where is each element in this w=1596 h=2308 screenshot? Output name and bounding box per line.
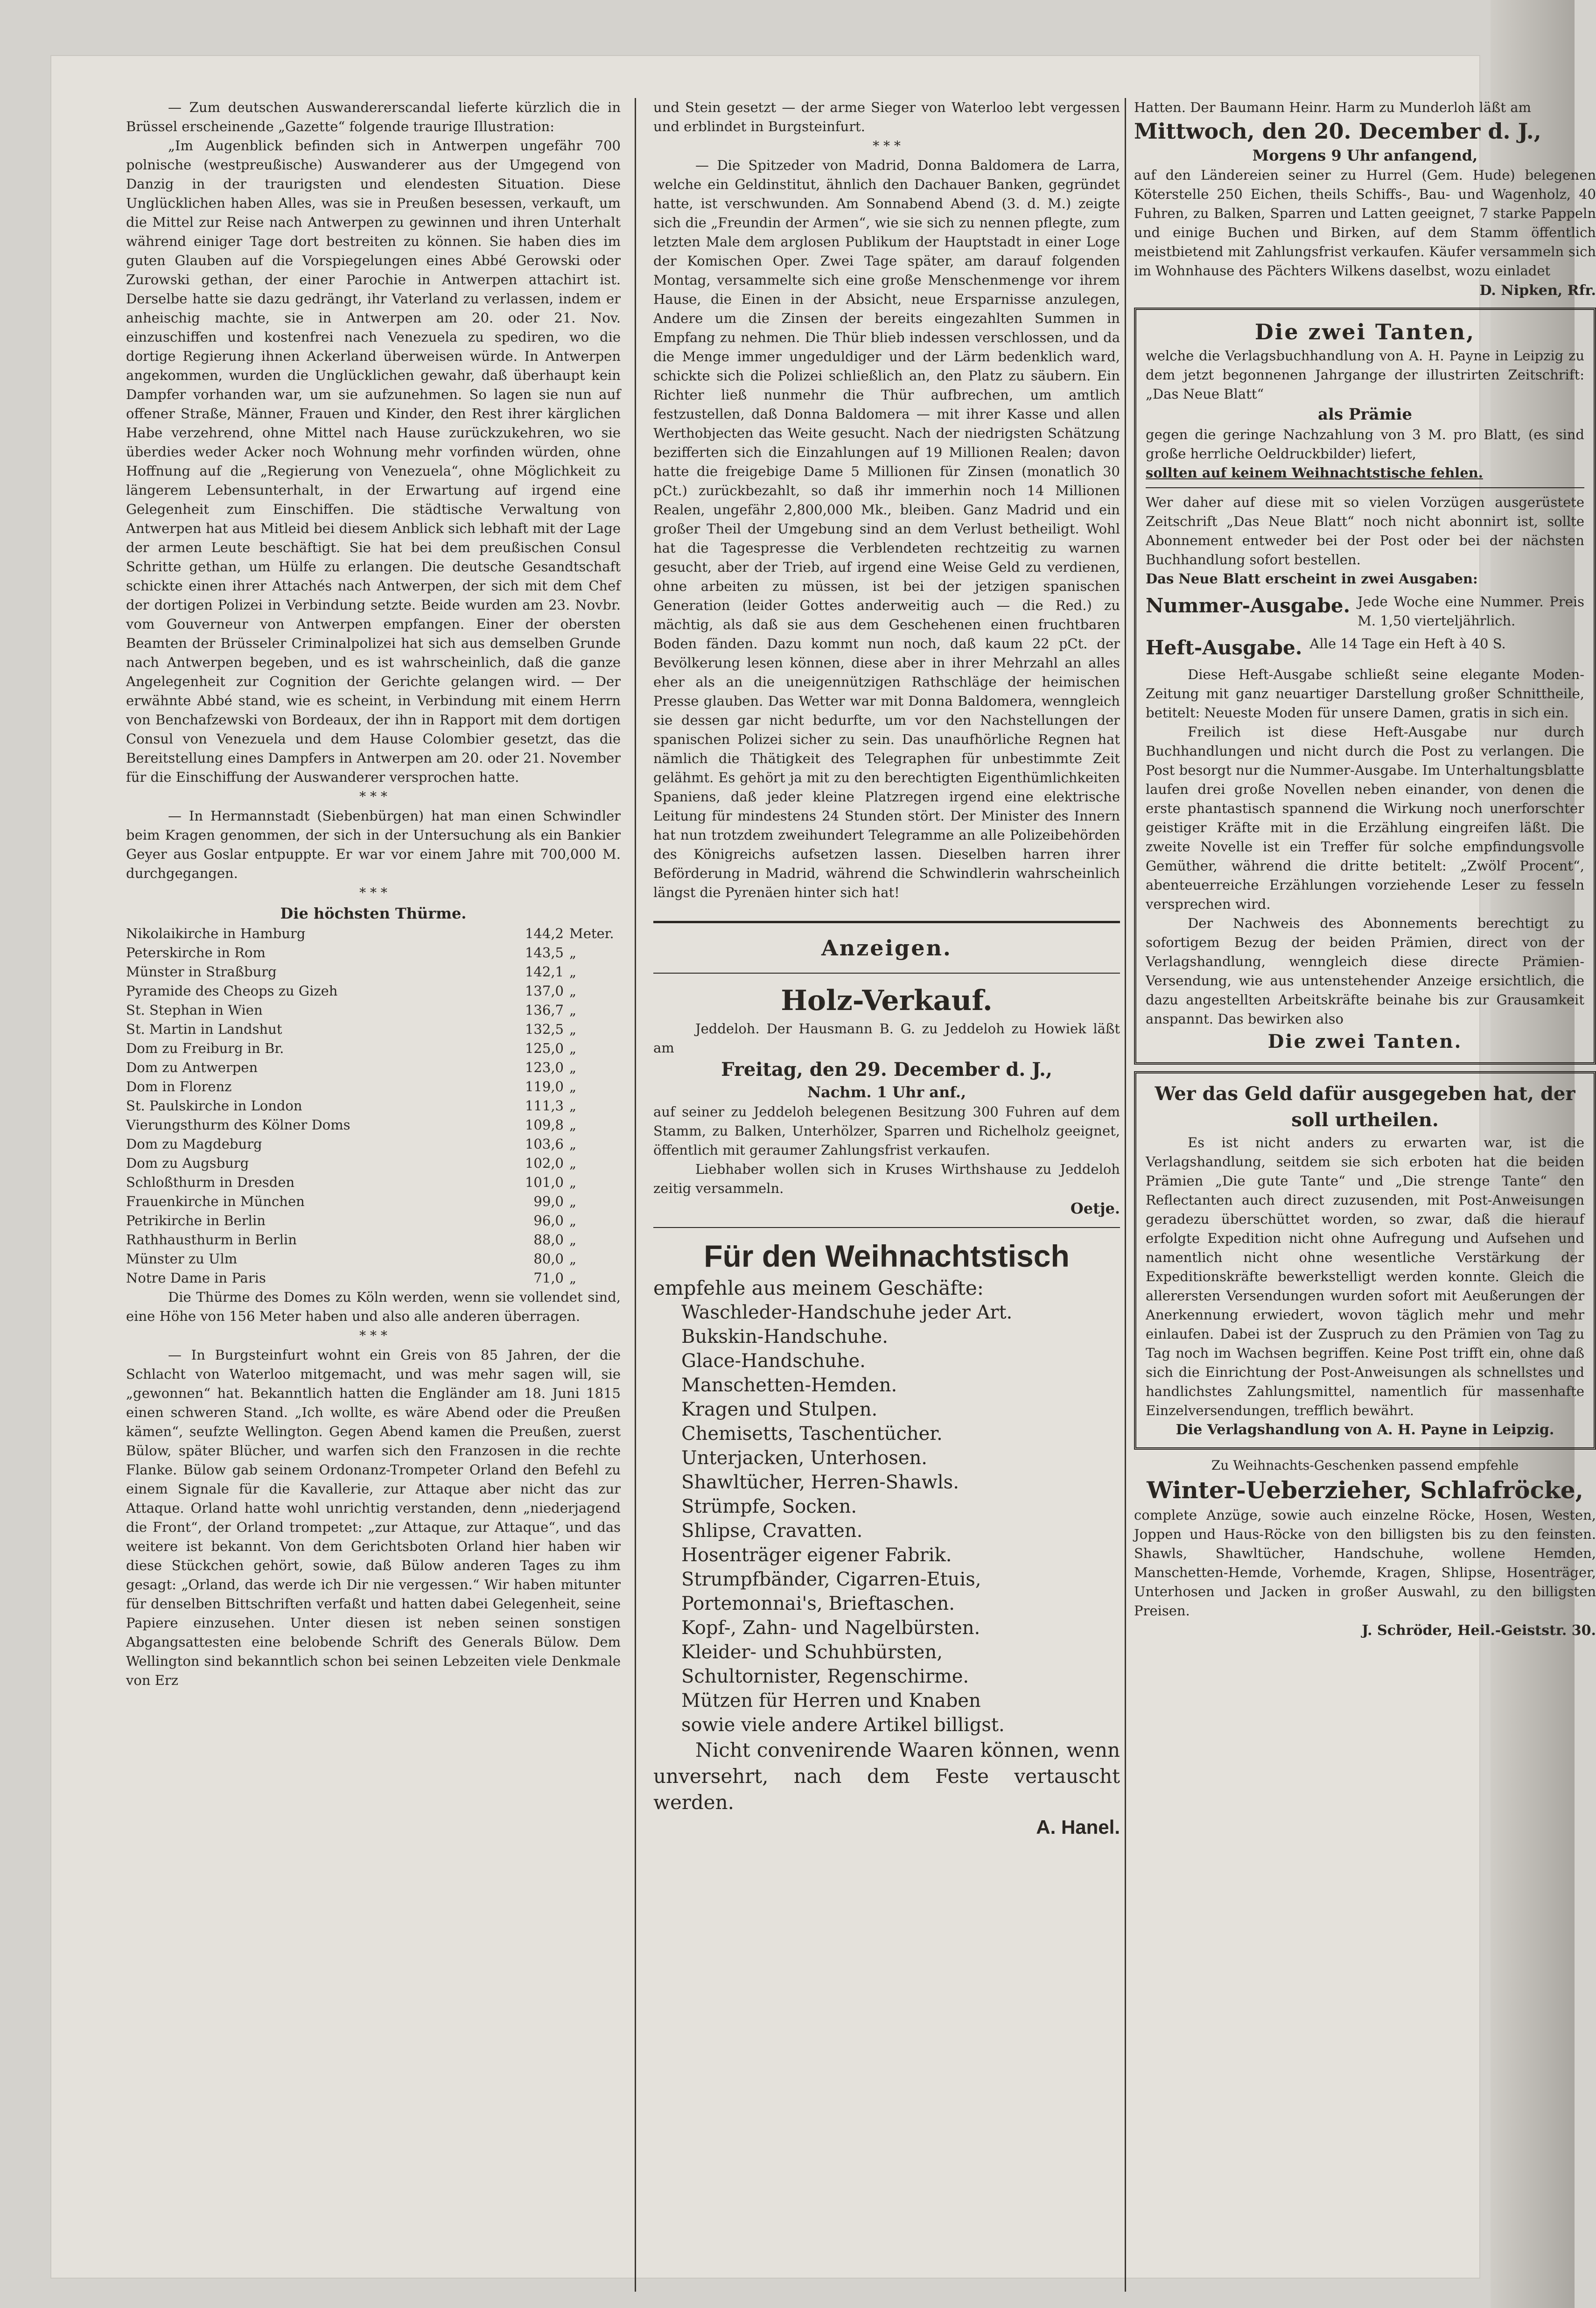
tower-unit: „ — [569, 1079, 577, 1094]
article-burgsteinfurt: — In Burgsteinfurt wohnt ein Greis von 85 Jahren, der die Schlacht von Waterloo mitgemacht, und was mehr sagen will, sie „gewonnen“ hat. Bekanntlich hatten die Engländer am 18. Juni 1815 einen schweren Stand. „Ich wollte, es wäre Abend oder die Preußen kämen“, seufzte Wellington. Gegen Abend kamen die Preußen, zuerst Bülow, später Blücher, und warfen sich den Franzosen in die rechte Flanke. Bülow gab seinem Ordonanz-Trompeter Orland den Befehl zu einem Signale für die Kavallerie, zur Attaque aber nicht das zur Attaque. Orland hatte wohl unrichtig verstanden, denn „niederjagend die Front“, der Orland trompetet: „zur Attaque, zur Attaque“, und das weitere ist bekannt. Von dem Gerichtsboten Orland hier haben wir diese Stückchen gehört, sowie, daß Bülow anderen Tages zu ihm gesagt: „Orland, das werde ich Dir nie vergessen.“ Wir haben mitunter für denselben Bittschriften verfaßt und hatten dabei Gelegenheit, seine Papiere einzusehen. Unter diesen ist neben seinen sonstigen Abgangsattesten eine belobende Schrift des Generals Bülow. Dem Wellington sind bekanntlich schon bei seinen Lebzeiten viele Denkmale von Erz — [126, 1347, 621, 1688]
tower-name: Schloßthurm in Dresden — [126, 1174, 295, 1190]
tower-row — [126, 1269, 621, 1288]
tower-height: 71,0 — [533, 1270, 564, 1286]
tower-row — [126, 962, 621, 982]
tower-unit: „ — [569, 1232, 577, 1248]
xmas-item: Mützen für Herren und Knaben — [681, 1690, 981, 1712]
ads-divider — [653, 973, 1120, 974]
tower-unit: „ — [569, 964, 577, 980]
tower-height: 125,0 — [525, 1040, 564, 1056]
tower-row — [126, 1192, 621, 1211]
tanten-premium-claim: Der Nachweis des Abonnements berechtigt zu sofortigem Bezug der beiden Prämien, direct von der Verlagshandlung, wenngleich diese directe Prämien-Versendung, wie aus untenstehender Anzeige ersichtlich, die dazu angestellten Arbeitskräfte beinahe bis zur Grausamkeit anspannt. Das bewirken also — [1146, 915, 1584, 1027]
towers-table — [126, 924, 621, 1288]
tower-row — [126, 1020, 621, 1039]
wood-sale-intro: Jeddeloh. Der Hausmann B. G. zu Jeddeloh zu Howiek läßt am — [653, 1021, 1120, 1056]
xmas-item: Schultornister, Regenschirme. — [681, 1666, 969, 1687]
tower-name: Dom in Florenz — [126, 1079, 232, 1094]
tanten-subscribe: Wer daher auf diese mit so vielen Vorzügen ausgerüstete Zeitschrift „Das Neue Blatt“ noch nicht abonnirt ist, sollte Abonnement entweder bei der Post oder bei der nächsten Buchhandlung sofort bestellen. — [1146, 494, 1584, 568]
tower-name: Dom zu Antwerpen — [126, 1059, 258, 1075]
tower-name: Petrikirche in Berlin — [126, 1213, 266, 1228]
tower-height: 103,6 — [525, 1136, 564, 1152]
xmas-item: Strümpfe, Socken. — [681, 1496, 857, 1517]
tower-height: 144,2 — [525, 926, 564, 941]
tower-unit: „ — [569, 1040, 577, 1056]
nummer-edition — [1146, 592, 1584, 631]
xmas-item: Kleider- und Schuhbürsten, — [681, 1642, 943, 1663]
tower-unit: „ — [569, 983, 577, 999]
tanten-divider — [1146, 487, 1584, 488]
tower-unit: „ — [569, 1021, 577, 1037]
tower-row — [126, 1154, 621, 1173]
column-rule — [635, 98, 636, 2292]
auction-time: Morgens 9 Uhr anfangend, — [1252, 147, 1478, 164]
tower-height: 119,0 — [525, 1079, 564, 1094]
tower-row — [126, 1058, 621, 1077]
tower-row — [126, 1001, 621, 1020]
tower-row — [126, 1249, 621, 1269]
tower-unit: Meter. — [569, 926, 614, 941]
tower-unit: „ — [569, 1193, 577, 1209]
xmas-item: Unterjacken, Unterhosen. — [681, 1447, 927, 1469]
tower-unit: „ — [569, 1117, 577, 1133]
xmas-item: Portemonnai's, Brieftaschen. — [681, 1593, 955, 1614]
geld-title: Wer das Geld dafür ausgegeben hat, der soll urtheilen. — [1155, 1083, 1575, 1131]
auction-body: auf den Ländereien seiner zu Hurrel (Gem. Hude) belegenen Köterstelle 250 Eichen, theils Schiffs-, Bau- und Wagenholz, 40 Fuhren, zu Balken, Sparren und Latten geeignet, 7 starke Pappeln und einige Buchen und Birken, auf dem Stamm öffentlich meistbietend mit Zahlungsfrist verkaufen. Käufer versammeln sich im Wohnhause des Pächters Wilkens daselbst, wozu einladet — [1134, 167, 1596, 279]
tanten-praemie: als Prämie — [1318, 405, 1412, 424]
geld-text: Es ist nicht anders zu erwarten war, ist die Verlagshandlung, seitdem sie sich erboten hat die beiden Prämien „Die gute Tante“ und „Die strenge Tante“ den Reflectanten auch direct zuzusenden, mit Post-Anweisungen geradezu überschüttet worden, so zwar, daß die hierauf erfolgte Expedition nicht ohne Aufregung und Aufsehen und namentlich nicht ohne wesentliche Verstärkung der Expeditionskräfte bewerkstelligt werden konnte. Gleich die allerersten Versendungen wurden sofort mit Aeußerungen der Anerkennung erwiedert, wovon täglich mehr und mehr einlaufen. Dabei ist der Zuspruch zu den Prämien von Tag zu Tag noch im Wachsen begriffen. Keine Post trifft ein, ohne daß sich die Einrichtung der Post-Anweisungen als schnellstes und handlichstes Zahlungsmittel, namentlich für massenhafte Einzelversendungen, trefflich bewährt. — [1146, 1135, 1584, 1418]
tower-height: 132,5 — [525, 1021, 564, 1037]
column-right — [1134, 98, 1596, 1641]
xmas-item: Shawltücher, Herren-Shawls. — [681, 1472, 959, 1493]
wood-sale-body: auf seiner zu Jeddeloh belegenen Besitzung 300 Fuhren auf dem Stamm, zu Balken, Unterhölzer, Sparren und Richelholz geeignet, öffentlich mit geraumer Zahlungsfrist verkaufen. — [653, 1104, 1120, 1158]
auction-date: Mittwoch, den 20. December d. J., — [1134, 119, 1541, 144]
tower-row — [126, 1211, 621, 1230]
column-rule — [1125, 98, 1126, 2292]
tower-height: 101,0 — [525, 1174, 564, 1190]
tower-name: St. Paulskirche in London — [126, 1098, 302, 1114]
tanten-intro: welche die Verlagsbuchhandlung von A. H. Payne in Leipzig zu dem jetzt begonnenen Jahrgange der illustrirten Zeitschrift: „Das Neue Blatt“ — [1146, 348, 1584, 402]
tower-row — [126, 982, 621, 1001]
auction-heading: Hatten. Der Baumann Heinr. Harm zu Munderloh läßt am — [1134, 99, 1532, 115]
xmas-ad-signature: A. Hanel. — [1036, 1816, 1120, 1838]
column-middle — [653, 98, 1120, 1839]
tower-name: Vierungsthurm des Kölner Doms — [126, 1117, 350, 1133]
section-separator: * * * — [359, 885, 387, 900]
tower-height: 143,5 — [525, 945, 564, 961]
geld-signature: Die Verlagshandlung von A. H. Payne in Leipzig. — [1176, 1422, 1554, 1438]
tower-unit: „ — [569, 945, 577, 961]
tower-row — [126, 1115, 621, 1135]
tower-row — [126, 924, 621, 943]
tower-name: Dom zu Freiburg in Br. — [126, 1040, 284, 1056]
xmas-ad-intro: empfehle aus meinem Geschäfte: — [653, 1277, 984, 1299]
tanten-novels: Freilich ist diese Heft-Ausgabe nur durch Buchhandlungen und nicht durch die Post zu verlangen. Die Post besorgt nur die Nummer-Ausgabe. Im Unterhaltungsblatte laufen drei große Novellen neben einander, von denen die erste phantastisch spannend die Wirkung noch unerforschter geistiger Kräfte mit in die Erzählung eingreifen läßt. Die zweite Novelle ist ein Treffer für solche empfindungsvolle Gemüther, während die dritte betitelt: „Zwölf Procent“, abenteuerreiche Erzählungen vorziehende Leser zu fesseln versprechen wird. — [1146, 724, 1584, 912]
wood-sale-signature: Oetje. — [1070, 1200, 1120, 1217]
heft-fashion: Diese Heft-Ausgabe schließt seine elegante Moden-Zeitung mit ganz neuartiger Darstellung großer Schnittheile, betitelt: Neueste Moden für unsere Damen, gratis in sich ein. — [1146, 666, 1584, 721]
xmas-item: Bukskin-Handschuhe. — [681, 1326, 888, 1347]
ads-divider — [653, 921, 1120, 923]
tower-unit: „ — [569, 1136, 577, 1152]
tower-row — [126, 1173, 621, 1192]
winter-ad-signature: J. Schröder, Heil.-Geiststr. 30. — [1362, 1622, 1596, 1639]
tower-row — [126, 1230, 621, 1249]
nummer-text: Jede Woche eine Nummer. Preis M. 1,50 vierteljährlich. — [1358, 594, 1584, 629]
xmas-item: Manschetten-Hemden. — [681, 1375, 897, 1396]
xmas-item: Chemisetts, Taschentücher. — [681, 1423, 943, 1445]
tower-name: St. Martin in Landshut — [126, 1021, 282, 1037]
tower-height: 111,3 — [525, 1098, 564, 1114]
wood-sale-date: Freitag, den 29. December d. J., — [721, 1059, 1052, 1080]
tanten-ad-box — [1134, 308, 1596, 1065]
tower-row — [126, 1077, 621, 1096]
column-left — [126, 98, 621, 1690]
tower-name: Frauenkirche in München — [126, 1193, 305, 1209]
tower-height: 88,0 — [533, 1232, 564, 1248]
tower-height: 136,7 — [525, 1002, 564, 1018]
xmas-item: Hosenträger eigener Fabrik. — [681, 1544, 952, 1566]
xmas-item: Waschleder-Handschuhe jeder Art. — [681, 1302, 1013, 1323]
newspaper-page — [51, 56, 1596, 2278]
tower-unit: „ — [569, 1251, 577, 1267]
tower-row — [126, 1096, 621, 1115]
xmas-item: Strumpfbänder, Cigarren-Etuis, — [681, 1569, 981, 1590]
section-separator: * * * — [359, 789, 387, 804]
tower-unit: „ — [569, 1098, 577, 1114]
heft-edition — [1146, 634, 1584, 661]
tower-name: St. Stephan in Wien — [126, 1002, 263, 1018]
tower-name: Notre Dame in Paris — [126, 1270, 266, 1286]
ad-divider — [653, 1227, 1120, 1228]
tower-height: 142,1 — [525, 964, 564, 980]
xmas-ad-closing: Nicht convenirende Waaren können, wenn unversehrt, nach dem Feste vertauscht werden. — [653, 1739, 1120, 1814]
winter-ad-title: Winter-Ueberzieher, Schlafröcke, — [1147, 1476, 1583, 1504]
tower-height: 96,0 — [533, 1213, 564, 1228]
article-swindler: — In Hermannstadt (Siebenbürgen) hat man einen Schwindler beim Kragen genommen, der sich in der Untersuchung als ein Bankier Geyer aus Goslar entpuppte. Er war vor einem Jahre mit 700,000 M. durchgegangen. — [126, 808, 621, 881]
xmas-item: Shlipse, Cravatten. — [681, 1520, 863, 1542]
tower-unit: „ — [569, 1155, 577, 1171]
tanten-title: Die zwei Tanten, — [1254, 319, 1476, 344]
tanten-editions: Das Neue Blatt erscheint in zwei Ausgaben: — [1146, 571, 1478, 587]
towers-note: Die Thürme des Domes zu Köln werden, wenn sie vollendet sind, eine Höhe von 156 Meter haben und also alle anderen überragen. — [126, 1289, 621, 1324]
section-separator: * * * — [359, 1328, 387, 1343]
wood-sale-closing: Liebhaber wollen sich in Kruses Wirthshause zu Jeddeloh zeitig versammeln. — [653, 1161, 1120, 1196]
article-waterloo-continued: und Stein gesetzt — der arme Sieger von Waterloo lebt vergessen und erblindet in Burgsteinfurt. — [653, 99, 1120, 134]
xmas-ad-title: Für den Weihnachtstisch — [704, 1239, 1070, 1273]
tower-name: Dom zu Magdeburg — [126, 1136, 262, 1152]
wood-sale-time: Nachm. 1 Uhr anf., — [807, 1083, 966, 1101]
tower-height: 109,8 — [525, 1117, 564, 1133]
winter-ad-text: complete Anzüge, sowie auch einzelne Röcke, Hosen, Westen, Joppen und Haus-Röcke von den billigsten bis zu den feinsten. Shawls, Shawltücher, Handschuhe, wollene Hemden, Manschetten-Hemde, Vorhemde, Kragen, Shlipse, Hosenträger, Unterhosen und Jacken in großer Auswahl, zu den billigsten Preisen. — [1134, 1507, 1596, 1619]
tower-name: Peterskirche in Rom — [126, 945, 266, 961]
tower-row — [126, 1039, 621, 1058]
tower-unit: „ — [569, 1213, 577, 1228]
tower-unit: „ — [569, 1002, 577, 1018]
tower-height: 102,0 — [525, 1155, 564, 1171]
wood-sale-title: Holz-Verkauf. — [781, 984, 993, 1017]
auction-signature: D. Nipken, Rfr. — [1479, 282, 1596, 299]
tanten-price: gegen die geringe Nachzahlung von 3 M. pro Blatt, (es sind große herrliche Oeldruckbilder) liefert, — [1146, 427, 1584, 462]
tower-row — [126, 1135, 621, 1154]
xmas-ad-body — [653, 1276, 1120, 1839]
tower-name: Münster zu Ulm — [126, 1251, 238, 1267]
tower-name: Münster in Straßburg — [126, 964, 277, 980]
towers-title: Die höchsten Thürme. — [280, 905, 467, 922]
tower-unit: „ — [569, 1270, 577, 1286]
tower-height: 80,0 — [533, 1251, 564, 1267]
heft-title: Heft-Ausgabe. — [1146, 636, 1302, 659]
tower-row — [126, 943, 621, 962]
tanten-signature: Die zwei Tanten. — [1267, 1031, 1463, 1052]
tanten-slogan: sollten auf keinem Weihnachtstische fehlen. — [1146, 465, 1483, 481]
heft-text: Alle 14 Tage ein Heft à 40 S. — [1309, 636, 1506, 652]
xmas-item: Glace-Handschuhe. — [681, 1350, 866, 1372]
tower-height: 137,0 — [525, 983, 564, 999]
xmas-item-list — [653, 1300, 1120, 1737]
article-spitzeder-madrid: — Die Spitzeder von Madrid, Donna Baldomera de Larra, welche ein Geldinstitut, ähnlich den Dachauer Banken, gegründet hatte, ist verschwunden. Am Sonnabend Abend (3. d. M.) zeigte sich die „Freundin der Armen“, wie sie sich zu nennen pflegte, zum letzten Male dem arglosen Publikum der Hauptstadt in einer Loge der Komischen Oper. Zwei Tage später, am darauf folgenden Montag, versammelte sich eine große Menschenmenge vor ihrem Hause, die Einen in der Absicht, neue Ersparnisse anzulegen, Andere um die Zinsen der bereits eingezahlten Summen in Empfang zu nehmen. Die Thür blieb indessen verschlossen, und da die Menge immer ungeduldiger und der Lärm bedenklich ward, schickte sich die Polizei schließlich an, den Platz zu säubern. Ein Richter ließ nunmehr die Thür aufbrechen, um amtlich festzustellen, daß Donna Baldomera — mit ihrer Kasse und allen Werthobjecten das Weite gesucht. Nach der niedrigsten Schätzung bezifferten sich die Einzahlungen auf 19 Millionen Realen; davon hatte die freigebige Dame 5 Millionen für Zinsen (monatlich 30 pCt.) zurückbezahlt, so daß ihr immerhin noch 14 Millionen Realen, ungefähr 2,800,000 Mk., bleiben. Ganz Madrid und ein großer Theil der Umgebung sind an dem Verlust betheiligt. Wohl hat die Tagespresse die Verblendeten rechtzeitig zu warnen gesucht, aber der Trieb, auf irgend eine Weise Geld zu verdienen, ohne arbeiten zu müssen, ist bei der jetzigen spanischen Generation (leider Gottes anderweitig auch — die Red.) zu mächtig, als daß sie aus dem Geschehenen einen fruchtbaren Boden fänden. Dazu kommt nun noch, daß kaum 22 pCt. der Bevölkerung lesen können, diese aber in ihrer Mehrzahl an alles eher als an die uneigennützigen Rathschläge der heimischen Presse glauben. Das Wetter war mit Donna Baldomera, wenngleich sie dessen gar nicht bedurfte, um vor den Nachstellungen der spanischen Polizei sicher zu sein. Das unaufhörliche Regnen hat nämlich die Thätigkeit des Telegraphen für unbestimmte Zeit gelähmt. Es gehört ja mit zu den berechtigten Eigenthümlichkeiten Spaniens, daß jeder kleine Platzregen irgend eine elektrische Leitung für mindestens 24 Stunden stört. Der Minister des Innern hat nun trotzdem zweihundert Telegramme an alle Polizeibehörden des Königreichs aufsetzen lassen. Dieselben harren ihrer Beförderung in Madrid, während die Schwindlerin wahrscheinlich längst die Pyrenäen hinter sich hat! — [653, 157, 1120, 900]
tower-unit: „ — [569, 1174, 577, 1190]
article-emigrant-scandal-body: „Im Augenblick befinden sich in Antwerpen ungefähr 700 polnische (westpreußische) Auswanderer aus der Umgegend von Danzig in der traurigsten und elendesten Situation. Diese Unglücklichen haben Alles, was sie in Preußen besessen, verkauft, um die Mittel zur Reise nach Antwerpen zu gewinnen und ihren Unterhalt während einiger Tage dort bestreiten zu können. Sie haben dies im guten Glauben auf die Vorspiegelungen eines Abbé Gerowski oder Zurowski gethan, der einer Parochie in Antwerpen attachirt ist. Derselbe hatte sie dazu gedrängt, ihr Vaterland zu verlassen, indem er anheischig machte, sie in Antwerpen am 20. oder 21. Nov. einzuschiffen und kostenfrei nach Venezuela zu spediren, wo die dortige Regierung ihnen Ackerland überweisen würde. In Antwerpen angekommen, wurden die Unglücklichen gewahr, daß überhaupt kein Dampfer vorhanden war, um sie aufzunehmen. So lagen sie nun auf offener Straße, Männer, Frauen und Kinder, den Rest ihrer kärglichen Habe verzehrend, ohne Mittel nach Hause zurückzukehren, wo sie überdies weder Acker noch Wohnung mehr vorfinden würden, ohne Hoffnung auf die „Regierung von Venezuela“, ohne Möglichkeit zu längerem Lebensunterhalt, in der Erwartung auf irgend eine Gelegenheit zum Einschiffen. Die städtische Verwaltung von Antwerpen hat aus Mitleid bei diesem Anblick sich lebhaft mit der Lage der armen Leute beschäftigt. Sie hat bei dem preußischen Consul Schritte gethan, um Hülfe zu erlangen. Die deutsche Gesandtschaft schickte einen ihrer Attachés nach Antwerpen, der sich mit dem Chef der dortigen Polizei in Verbindung setzte. Beide wurden am 23. Novbr. vom Gouverneur von Antwerpen empfangen. Einer der obersten Beamten der Brüsseler Criminalpolizei hat sich aus demselben Grunde nach Antwerpen begeben, und es ist wahrscheinlich, daß die ganze Angelegenheit zur Cognition der Gerichte gelangen wird. — Der erwähnte Abbé stand, wie es scheint, in Verbindung mit einem Herrn von Benchafzewski von Bordeaux, der ihn in Rapport mit dem dortigen Consul von Venezuela und dem Hause Colombier gesetzt, das die Bereitstellung eines Dampfers in Antwerpen am 20. oder 21. November für die Einschiffung der Auswanderer versprochen hatte. — [126, 138, 621, 785]
article-emigrant-scandal-intro: — Zum deutschen Auswandererscandal lieferte kürzlich die in Brüssel erscheinende „Gazette“ folgende traurige Illustration: — [126, 99, 621, 134]
geld-ad-box — [1134, 1071, 1596, 1450]
nummer-title: Nummer-Ausgabe. — [1146, 594, 1351, 617]
tower-name: Dom zu Augsburg — [126, 1155, 249, 1171]
tower-name: Rathhausthurm in Berlin — [126, 1232, 297, 1248]
xmas-item: Kragen und Stulpen. — [681, 1399, 878, 1420]
section-separator: * * * — [873, 138, 901, 154]
tower-height: 99,0 — [533, 1193, 564, 1209]
xmas-item: Kopf-, Zahn- und Nagelbürsten. — [681, 1617, 980, 1639]
tower-name: Nikolaikirche in Hamburg — [126, 926, 306, 941]
tower-name: Pyramide des Cheops zu Gizeh — [126, 983, 338, 999]
xmas-item: sowie viele andere Artikel billigst. — [681, 1714, 1005, 1736]
winter-ad-intro: Zu Weihnachts-Geschenken passend empfehle — [1211, 1458, 1519, 1473]
tower-unit: „ — [569, 1059, 577, 1075]
tower-height: 123,0 — [525, 1059, 564, 1075]
ads-heading: Anzeigen. — [821, 935, 952, 961]
